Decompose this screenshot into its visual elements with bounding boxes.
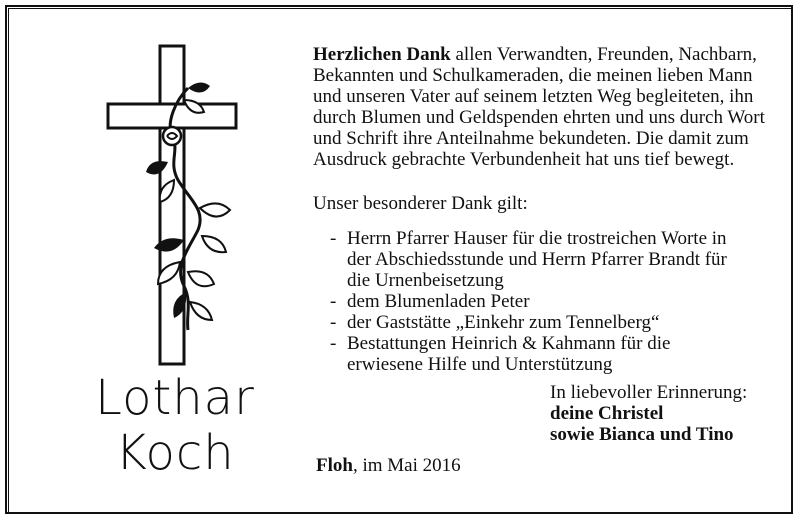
thanks-list bbox=[330, 228, 750, 375]
special-thanks-heading: Unser besonderer Dank gilt: bbox=[313, 193, 528, 214]
deceased-last-name: Koch bbox=[115, 425, 235, 481]
signoff-signer: deine Christel bbox=[550, 403, 664, 424]
list-item: - Bestattungen Heinrich & Kahmann für die erwiesene Hilfe und Unterstützung bbox=[330, 333, 750, 375]
deceased-first-name: Lothar bbox=[95, 370, 255, 426]
list-item: - dem Blumenladen Peter bbox=[330, 291, 750, 312]
cross-with-rose-icon bbox=[88, 40, 278, 380]
signoff-signer: sowie Bianca und Tino bbox=[550, 424, 734, 445]
place-date bbox=[316, 455, 461, 477]
thanks-lead: Herzlichen Dank bbox=[313, 44, 451, 65]
thanks-text: allen Verwandten, Freunden, Nachbarn, Bekannten und Schulkameraden, die meinen lieben Mann und unseren Vater auf seinem letzten Weg begleiteten, ihn durch Blumen und Geldspenden ehrten und uns durch Wort und Schrift ihre Anteilnahme bekundeten. Die damit zum Ausdruck gebrachte Verbundenheit hat uns tief bewegt. bbox=[313, 44, 765, 170]
list-item: - Herrn Pfarrer Hauser für die trostreichen Worte in der Abschiedsstunde und Herrn Pfarrer Brandt für die Urnenbeisetzung bbox=[330, 228, 750, 291]
signoff bbox=[550, 382, 780, 445]
list-item: - der Gaststätte „Einkehr zum Tennelberg“ bbox=[330, 312, 750, 333]
thanks-paragraph bbox=[313, 44, 783, 170]
date: , im Mai 2016 bbox=[352, 455, 461, 476]
signoff-line: In liebevoller Erinnerung: bbox=[550, 382, 748, 403]
place: Floh bbox=[316, 455, 353, 476]
